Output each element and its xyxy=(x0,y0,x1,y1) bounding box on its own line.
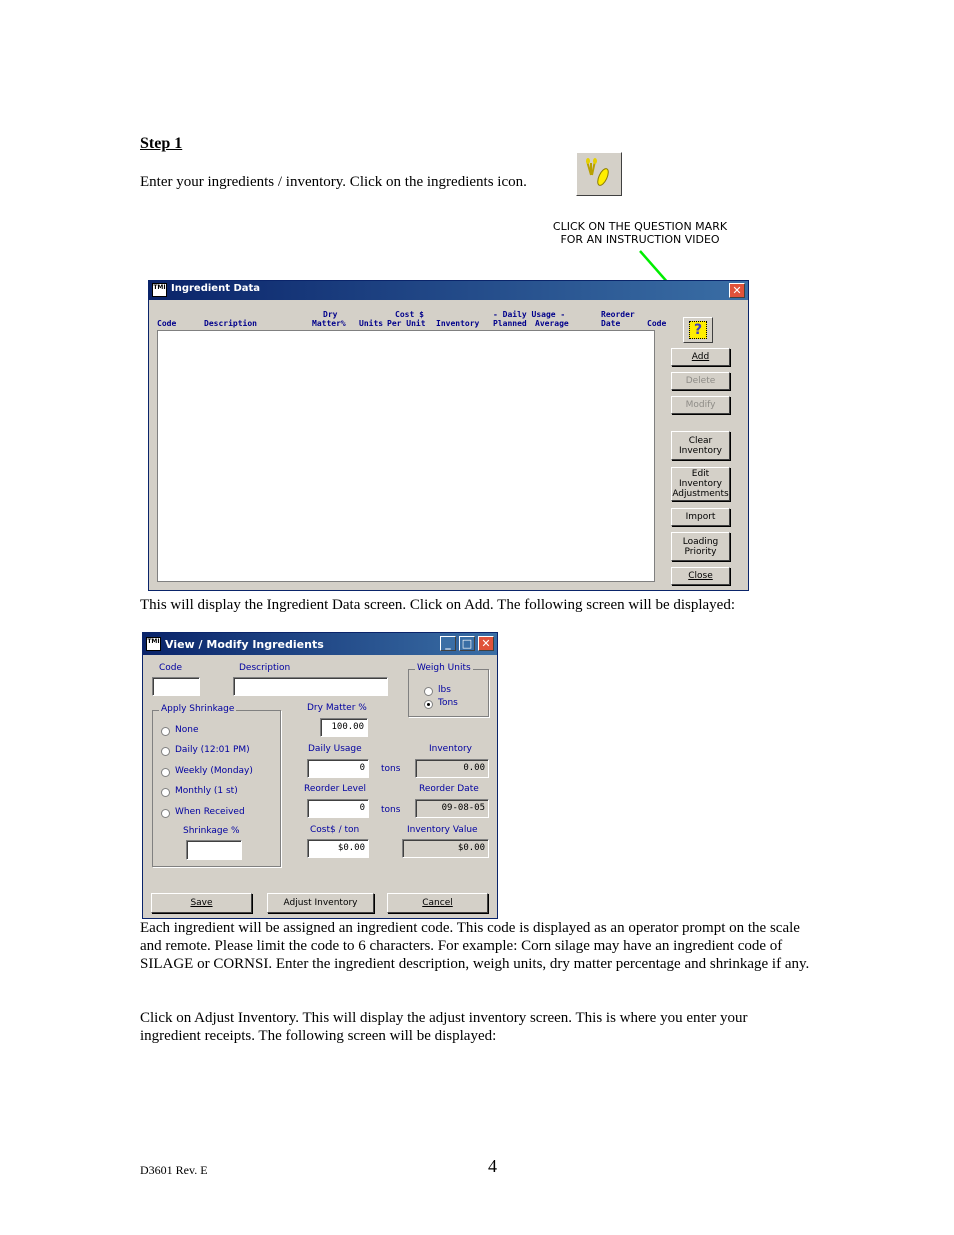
shrinkage-none-label: None xyxy=(175,725,199,735)
maximize-icon[interactable]: □ xyxy=(459,636,475,651)
shrinkage-daily-label: Daily (12:01 PM) xyxy=(175,745,250,755)
question-mark-icon[interactable]: ? xyxy=(689,321,707,339)
ingredients-icon[interactable] xyxy=(576,152,622,196)
apply-shrinkage-group xyxy=(152,704,281,867)
modify-ingredients-window xyxy=(142,632,498,919)
daily-usage-unit: tons xyxy=(381,764,401,774)
col-dry: Dry xyxy=(323,310,338,319)
minimize-icon[interactable]: _ xyxy=(440,636,456,651)
reorder-level-label: Reorder Level xyxy=(304,784,367,794)
para-3: Click on Adjust Inventory. This will display the adjust inventory screen. This is where you enter your ingredient receipts. The following screen will be displayed: xyxy=(140,1010,748,1044)
help-button[interactable] xyxy=(683,317,713,343)
weigh-units-group xyxy=(408,663,489,717)
reorder-level-input[interactable]: 0 xyxy=(307,799,369,818)
clear-inventory-button[interactable]: Clear Inventory xyxy=(671,431,730,460)
inventory-value-label: Inventory Value xyxy=(407,825,478,835)
shrinkage-monthly-label: Monthly (1 st) xyxy=(175,786,238,796)
dry-matter-label: Dry Matter % xyxy=(307,703,367,713)
col-code: Code xyxy=(157,319,177,328)
save-button[interactable]: Save xyxy=(151,893,252,913)
inventory-label: Inventory xyxy=(429,744,472,754)
reorder-date-label: Reorder Date xyxy=(419,784,479,794)
adjust-inventory-button[interactable]: Adjust Inventory xyxy=(267,893,374,913)
app-icon: TMI xyxy=(146,637,161,651)
col-reorder: Reorder xyxy=(601,310,635,319)
cost-per-ton-input[interactable]: $0.00 xyxy=(307,839,369,858)
step-heading: Step 1 xyxy=(140,135,183,152)
add-button[interactable]: Add xyxy=(671,348,730,366)
close-icon[interactable]: ✕ xyxy=(729,283,745,298)
col-cost: Cost $ xyxy=(395,310,424,319)
code-input[interactable] xyxy=(152,677,200,696)
col-average: Average xyxy=(535,319,569,328)
inventory-value-field: $0.00 xyxy=(402,839,489,858)
col-per-unit: Per Unit xyxy=(387,319,426,328)
para-2: Each ingredient will be assigned an ingredient code. This code is displayed as an operator prompt on the scale and remote. Please limit the code to 6 characters. For example: Corn silage may have an ingredient code of SILAGE or CORNSI. Enter the ingredient description, weigh units, dry matter percentage and shrinkage if any. xyxy=(140,920,810,972)
shrinkage-pct-label: Shrinkage % xyxy=(183,826,240,836)
window-title: Ingredient Data xyxy=(171,283,261,294)
inventory-value: 0.00 xyxy=(415,759,489,778)
edit-inventory-adjustments-button[interactable]: Edit Inventory Adjustments xyxy=(672,469,729,499)
tons-label: Tons xyxy=(438,698,458,708)
shrinkage-received-radio[interactable] xyxy=(161,809,170,818)
reorder-level-unit: tons xyxy=(381,805,401,815)
window-title: View / Modify Ingredients xyxy=(165,638,324,651)
callout-text: CLICK ON THE QUESTION MARK FOR AN INSTRUCTION VIDEO xyxy=(552,220,728,246)
ingredient-data-window xyxy=(148,280,749,591)
reorder-date-value: 09-08-05 xyxy=(415,799,489,818)
col-description: Description xyxy=(204,319,257,328)
shrinkage-weekly-radio[interactable] xyxy=(161,768,170,777)
lbs-radio[interactable] xyxy=(424,687,433,696)
code-label: Code xyxy=(159,663,183,673)
daily-usage-label: Daily Usage xyxy=(308,744,362,754)
modify-button[interactable]: Modify xyxy=(671,396,730,414)
col-code-2: Code xyxy=(647,319,667,328)
cancel-button[interactable]: Cancel xyxy=(387,893,488,913)
cost-per-ton-label: Cost$ / ton xyxy=(310,825,360,835)
shrinkage-weekly-label: Weekly (Monday) xyxy=(175,766,253,776)
daily-usage-input[interactable]: 0 xyxy=(307,759,369,778)
intro-text: Enter your ingredients / inventory. Click on the ingredients icon. xyxy=(140,174,527,190)
page-number: 4 xyxy=(488,1156,497,1176)
col-daily-usage: - Daily Usage - xyxy=(493,310,566,319)
shrinkage-none-radio[interactable] xyxy=(161,727,170,736)
import-button[interactable]: Import xyxy=(671,508,730,526)
loading-priority-button[interactable]: Loading Priority xyxy=(671,532,730,561)
delete-button[interactable]: Delete xyxy=(671,372,730,390)
tons-radio[interactable] xyxy=(424,700,433,709)
shrinkage-received-label: When Received xyxy=(175,807,245,817)
col-units: Units xyxy=(359,319,384,328)
shrinkage-daily-radio[interactable] xyxy=(161,747,170,756)
col-matter: Matter% xyxy=(312,319,346,328)
col-inventory: Inventory xyxy=(436,319,480,328)
description-label: Description xyxy=(239,663,291,673)
apply-shrinkage-label: Apply Shrinkage xyxy=(161,704,235,714)
weigh-units-label: Weigh Units xyxy=(417,663,471,673)
col-planned: Planned xyxy=(493,319,527,328)
dry-matter-input[interactable]: 100.00 xyxy=(320,718,368,737)
para-1: This will display the Ingredient Data screen. Click on Add. The following screen will be displayed: xyxy=(140,597,736,613)
app-icon: TMI xyxy=(152,283,167,297)
close-button[interactable]: Close xyxy=(671,567,730,585)
close-icon[interactable]: ✕ xyxy=(478,636,494,651)
ingredient-list[interactable] xyxy=(157,330,655,582)
shrinkage-pct-input[interactable] xyxy=(186,840,242,860)
description-input[interactable] xyxy=(233,677,388,696)
lbs-label: lbs xyxy=(438,685,451,695)
footer-doc-id: D3601 Rev. E xyxy=(140,1163,208,1177)
shrinkage-monthly-radio[interactable] xyxy=(161,788,170,797)
col-date: Date xyxy=(601,319,621,328)
ingredient-data-titlebar xyxy=(149,281,748,300)
modify-titlebar xyxy=(143,633,497,655)
